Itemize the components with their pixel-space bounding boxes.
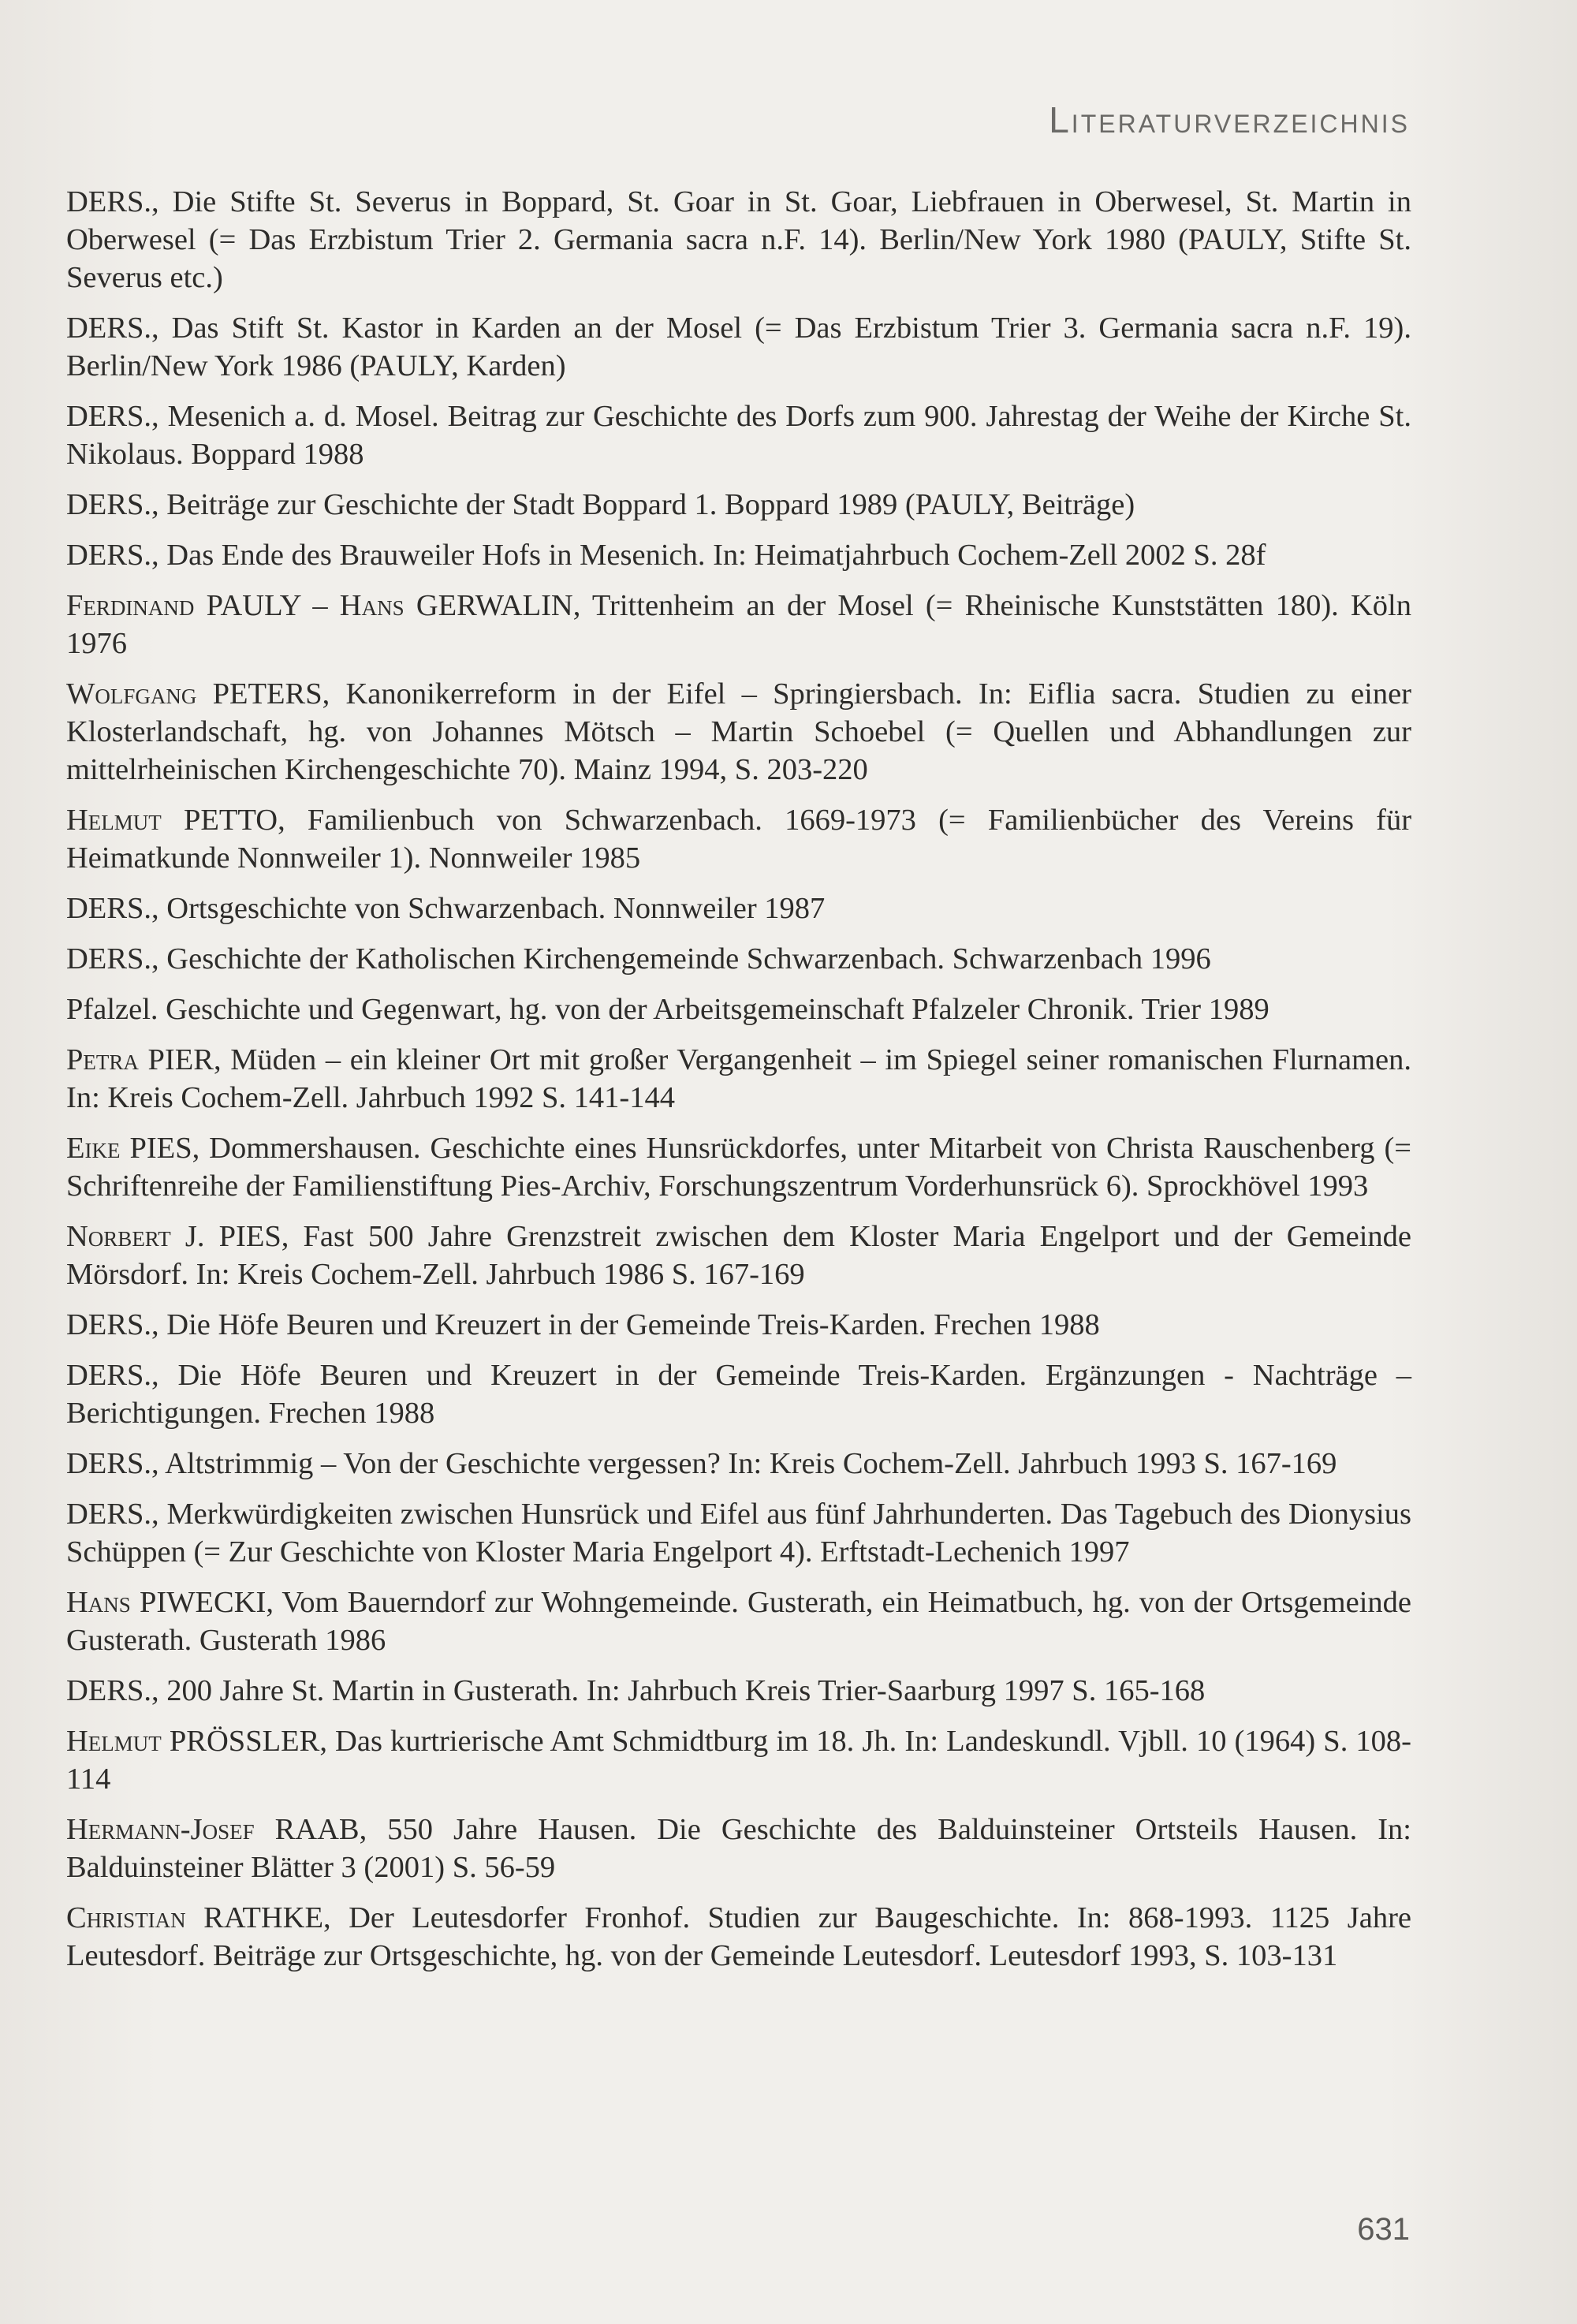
- bibliography-entry: [66, 183, 1411, 297]
- running-header: Literaturverzeichnis: [1049, 99, 1410, 140]
- entry-author: DERS.: [66, 400, 152, 433]
- bibliography-entry: [66, 587, 1411, 662]
- bibliography-entry: [66, 486, 1411, 524]
- bibliography-entry: [66, 1129, 1411, 1205]
- entry-text: , Ortsgeschichte von Schwarzenbach. Nonnweiler 1987: [151, 892, 826, 925]
- bibliography-entry: [66, 1811, 1411, 1886]
- entry-author: DERS.: [66, 1674, 152, 1707]
- entry-text: , Fast 500 Jahre Grenzstreit zwischen dem Kloster Maria Engelport und der Gemeinde Mörsdorf. In: Kreis Cochem-Zell. Jahrbuch 1986 S. 167-169: [66, 1220, 1411, 1291]
- entry-author: DERS.: [66, 311, 152, 345]
- bibliography-entry: [66, 309, 1411, 385]
- page-number: 631: [1357, 2212, 1410, 2247]
- entry-text: , Trittenheim an der Mosel (= Rheinische Kunststätten 180). Köln 1976: [66, 589, 1411, 660]
- entry-author: Helmut PRÖSSLER: [66, 1725, 320, 1758]
- entry-text: , Geschichte der Katholischen Kirchengemeinde Schwarzenbach. Schwarzenbach 1996: [151, 942, 1211, 975]
- entry-author: DERS.: [66, 892, 152, 925]
- bibliography-entry: [66, 397, 1411, 473]
- entry-author: Norbert J. PIES: [66, 1220, 281, 1253]
- entry-text: , Familienbuch von Schwarzenbach. 1669-1973 (= Familienbücher des Vereins für Heimatkunde Nonnweiler 1). Nonnweiler 1985: [66, 804, 1412, 875]
- bibliography-list: [66, 183, 1411, 1987]
- entry-text: , Das Ende des Brauweiler Hofs in Mesenich. In: Heimatjahrbuch Cochem-Zell 2002 S. 28f: [151, 539, 1266, 572]
- bibliography-entry: [66, 1672, 1411, 1710]
- entry-author: DERS.: [66, 1498, 152, 1531]
- bibliography-entry: [66, 675, 1411, 789]
- entry-author: Petra PIER: [66, 1043, 214, 1076]
- bibliography-entry: [66, 940, 1411, 978]
- bibliography-entry: [66, 1722, 1411, 1798]
- entry-text: , Das Stift St. Kastor in Karden an der Mosel (= Das Erzbistum Trier 3. Germania sacra n.F. 19). Berlin/New York 1986 (PAULY, Karden): [66, 311, 1411, 382]
- bibliography-entry: [66, 1218, 1411, 1293]
- entry-author: DERS.: [66, 185, 152, 218]
- entry-text: , Kanonikerreform in der Eifel – Springiersbach. In: Eiflia sacra. Studien zu einer Klosterlandschaft, hg. von Johannes Mötsch – Martin Schoebel (= Quellen und Abhandlungen zur mittelrheinischen Kirchengeschichte 70). Mainz 1994, S. 203-220: [66, 677, 1411, 786]
- entry-text: , Vom Bauerndorf zur Wohngemeinde. Gusterath, ein Heimatbuch, hg. von der Ortsgemeinde Gusterath. Gusterath 1986: [66, 1586, 1411, 1657]
- entry-text: , 550 Jahre Hausen. Die Geschichte des Balduinsteiner Ortsteils Hausen. In: Balduinsteiner Blätter 3 (2001) S. 56-59: [66, 1813, 1411, 1884]
- entry-text: , 200 Jahre St. Martin in Gusterath. In: Jahrbuch Kreis Trier-Saarburg 1997 S. 165-168: [151, 1674, 1206, 1707]
- entry-author: Hans PIWECKI: [66, 1586, 267, 1619]
- entry-author: Hermann-Josef RAAB: [66, 1813, 360, 1846]
- bibliography-entry: [66, 1899, 1411, 1975]
- entry-author: Ferdinand PAULY – Hans GERWALIN: [66, 589, 573, 622]
- entry-text: , Altstrimmig – Von der Geschichte vergessen? In: Kreis Cochem-Zell. Jahrbuch 1993 S. 167-169: [151, 1447, 1337, 1480]
- bibliography-entry: [66, 1306, 1411, 1344]
- entry-author: Christian RATHKE: [66, 1901, 323, 1934]
- entry-text: , Müden – ein kleiner Ort mit großer Vergangenheit – im Spiegel seiner romanischen Flurnamen. In: Kreis Cochem-Zell. Jahrbuch 1992 S. 141-144: [66, 1043, 1411, 1114]
- entry-author: DERS.: [66, 942, 152, 975]
- bibliography-entry: [66, 990, 1411, 1028]
- entry-text: , Beiträge zur Geschichte der Stadt Boppard 1. Boppard 1989 (PAULY, Beiträge): [151, 488, 1135, 521]
- entry-text: Pfalzel. Geschichte und Gegenwart, hg. von der Arbeitsgemeinschaft Pfalzeler Chronik. Trier 1989: [66, 993, 1269, 1026]
- entry-author: DERS.: [66, 1447, 152, 1480]
- entry-text: , Die Stifte St. Severus in Boppard, St. Goar in St. Goar, Liebfrauen in Oberwesel, St. Martin in Oberwesel (= Das Erzbistum Trier 2. Germania sacra n.F. 14). Berlin/New York 1980 (PAULY, Stifte St. Severus etc.): [66, 185, 1411, 294]
- bibliography-entry: [66, 1356, 1411, 1432]
- bibliography-entry: [66, 1445, 1411, 1483]
- bibliography-entry: [66, 1495, 1411, 1571]
- entry-author: DERS.: [66, 1359, 152, 1392]
- entry-text: , Das kurtrierische Amt Schmidtburg im 18. Jh. In: Landeskundl. Vjbll. 10 (1964) S. 108-114: [66, 1725, 1411, 1796]
- entry-author: Eike PIES: [66, 1132, 192, 1165]
- entry-text: , Mesenich a. d. Mosel. Beitrag zur Geschichte des Dorfs zum 900. Jahrestag der Weihe der Kirche St. Nikolaus. Boppard 1988: [66, 400, 1411, 471]
- bibliography-entry: [66, 890, 1411, 927]
- entry-author: DERS.: [66, 539, 152, 572]
- entry-text: , Merkwürdigkeiten zwischen Hunsrück und Eifel aus fünf Jahrhunderten. Das Tagebuch des Dionysius Schüppen (= Zur Geschichte von Kloster Maria Engelport 4). Erftstadt-Lechenich 1997: [66, 1498, 1411, 1569]
- entry-author: Helmut PETTO: [66, 804, 278, 837]
- entry-author: DERS.: [66, 1308, 152, 1341]
- bibliography-entry: [66, 801, 1411, 877]
- entry-author: DERS.: [66, 488, 152, 521]
- entry-text: , Der Leutesdorfer Fronhof. Studien zur Baugeschichte. In: 868-1993. 1125 Jahre Leutesdorf. Beiträge zur Ortsgeschichte, hg. von der Gemeinde Leutesdorf. Leutesdorf 1993, S. 103-131: [66, 1901, 1411, 1972]
- bibliography-entry: [66, 1041, 1411, 1117]
- bibliography-entry: [66, 536, 1411, 574]
- entry-author: Wolfgang PETERS: [66, 677, 322, 711]
- bibliography-entry: [66, 1584, 1411, 1659]
- entry-text: , Die Höfe Beuren und Kreuzert in der Gemeinde Treis-Karden. Frechen 1988: [151, 1308, 1100, 1341]
- entry-text: , Dommershausen. Geschichte eines Hunsrückdorfes, unter Mitarbeit von Christa Rauschenberg (= Schriftenreihe der Familienstiftung Pies-Archiv, Forschungszentrum Vorderhunsrück 6). Sprockhövel 1993: [66, 1132, 1411, 1203]
- entry-text: , Die Höfe Beuren und Kreuzert in der Gemeinde Treis-Karden. Ergänzungen - Nachträge – Berichtigungen. Frechen 1988: [66, 1359, 1411, 1430]
